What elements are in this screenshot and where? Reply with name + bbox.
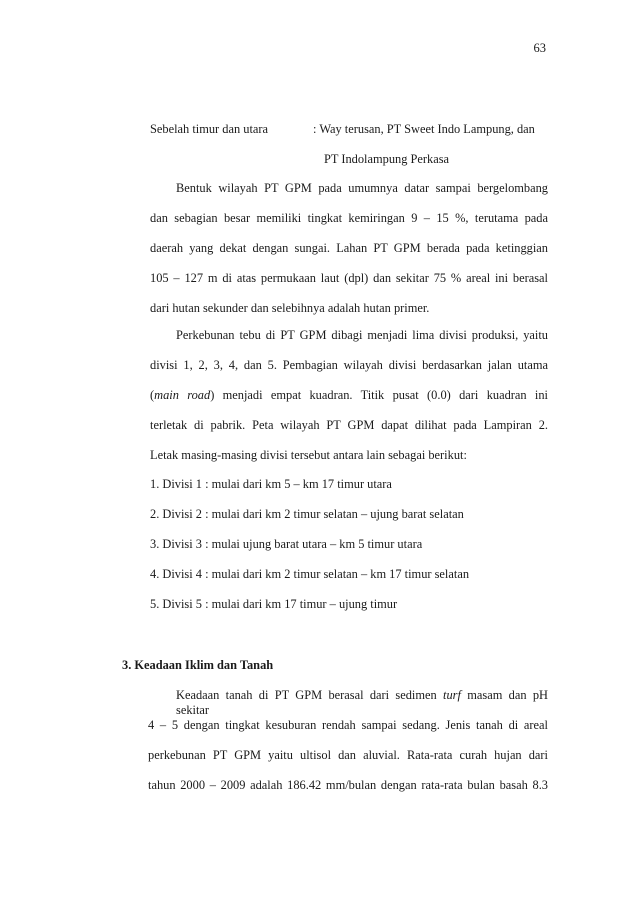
- section-line-pre: Keadaan tanah di PT GPM berasal dari sedimen: [176, 688, 444, 702]
- paragraph2-line: [150, 388, 548, 403]
- paren-open: (: [150, 388, 155, 402]
- paragraph1-line: dari hutan sekunder dan selebihnya adalah hutan primer.: [150, 301, 430, 315]
- division-item: 1. Divisi 1 : mulai dari km 5 – km 17 timur utara: [150, 477, 392, 491]
- division-item: 2. Divisi 2 : mulai dari km 2 timur selatan – ujung barat selatan: [150, 507, 464, 521]
- italic-term: turf: [443, 688, 461, 702]
- section-paragraph-line: [176, 688, 548, 718]
- border-value-line-1: : Way terusan, PT Sweet Indo Lampung, dan: [313, 122, 535, 136]
- paragraph2-line: divisi 1, 2, 3, 4, dan 5. Pembagian wilayah divisi berdasarkan jalan utama: [150, 358, 548, 372]
- border-label: Sebelah timur dan utara: [150, 122, 269, 136]
- paragraph2-line: terletak di pabrik. Peta wilayah PT GPM dapat dilihat pada Lampiran 2.: [150, 418, 548, 432]
- paragraph1-line: 105 – 127 m di atas permukaan laut (dpl) dan sekitar 75 % areal ini berasal: [150, 271, 548, 285]
- border-value-line-2: PT Indolampung Perkasa: [324, 152, 450, 166]
- division-item: 5. Divisi 5 : mulai dari km 17 timur – ujung timur: [150, 597, 398, 611]
- section-paragraph-line: tahun 2000 – 2009 adalah 186.42 mm/bulan dengan rata-rata bulan basah 8.3: [148, 778, 548, 792]
- section-line-post: masam dan pH sekitar: [176, 688, 548, 717]
- division-item: 4. Divisi 4 : mulai dari km 2 timur selatan – km 17 timur selatan: [150, 567, 470, 581]
- paragraph1-line: daerah yang dekat dengan sungai. Lahan PT GPM berada pada ketinggian: [150, 241, 548, 255]
- paragraph2-line: Perkebunan tebu di PT GPM dibagi menjadi lima divisi produksi, yaitu: [176, 328, 548, 342]
- section-heading: 3. Keadaan Iklim dan Tanah: [122, 658, 274, 672]
- division-item: 3. Divisi 3 : mulai ujung barat utara – km 5 timur utara: [150, 537, 423, 551]
- page-number: 63: [533, 41, 546, 55]
- paragraph2-line-rest: ) menjadi empat kuadran. Titik pusat (0.0) dari kuadran ini: [210, 388, 549, 402]
- italic-term: main road: [154, 388, 211, 402]
- section-paragraph-line: perkebunan PT GPM yaitu ultisol dan aluvial. Rata-rata curah hujan dari: [148, 748, 548, 762]
- section-paragraph-line: 4 – 5 dengan tingkat kesuburan rendah sampai sedang. Jenis tanah di areal: [148, 718, 548, 732]
- paragraph2-line: Letak masing-masing divisi tersebut antara lain sebagai berikut:: [150, 448, 467, 462]
- paragraph1-line: dan sebagian besar memiliki tingkat kemiringan 9 – 15 %, terutama pada: [150, 211, 548, 225]
- paragraph1-line: Bentuk wilayah PT GPM pada umumnya datar sampai bergelombang: [176, 181, 548, 195]
